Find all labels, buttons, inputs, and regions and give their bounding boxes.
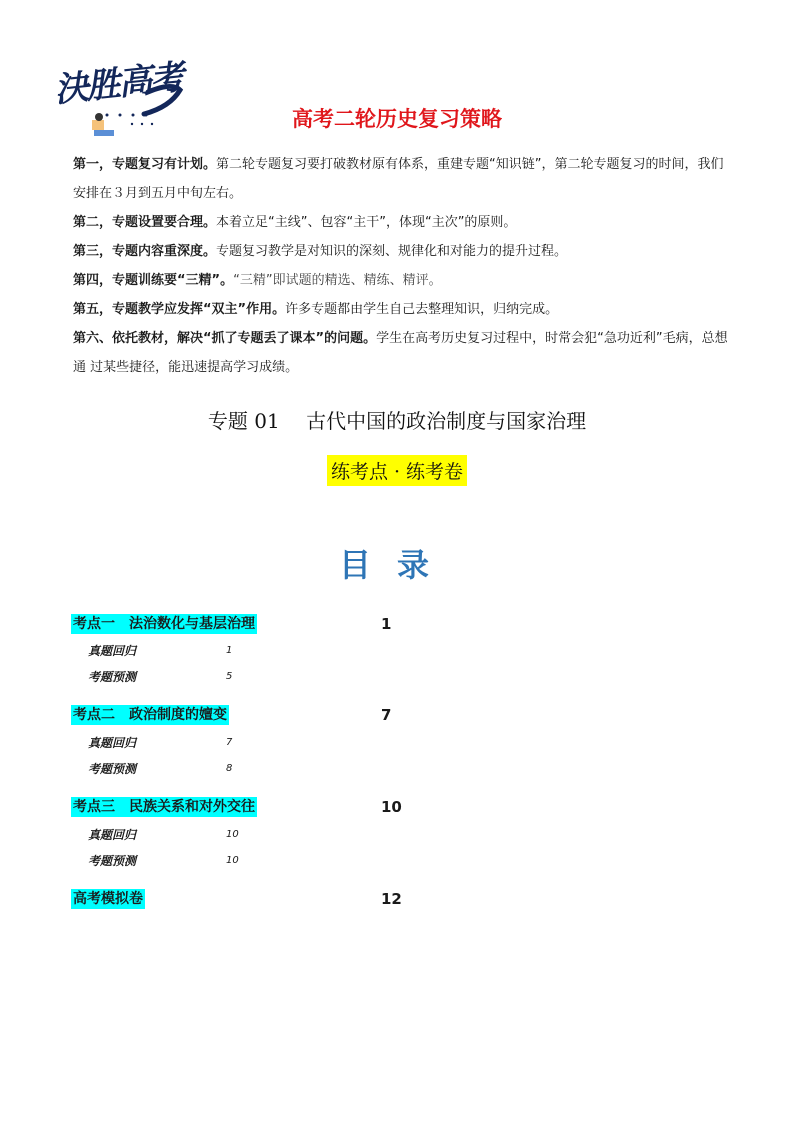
topic-title: 专题 01 古代中国的政治制度与国家治理 (207, 409, 587, 433)
toc-heading-page: 10 (381, 798, 402, 816)
logo-text: 決胜高考 (52, 57, 185, 111)
strategy-item-heading: 第五，专题教学应发挥“双主”作用。 (73, 302, 286, 317)
toc-sub-page: 7 (226, 737, 233, 748)
strategy-item-text: 许多专题都由学生自己去整理知识，归纳完成。 (285, 302, 559, 317)
strategy-item-heading: 第四，专题训练要“三精”。 (73, 273, 234, 288)
strategy-item-text: 本着立足“主线”、包容“主干”，体现“主次”的原则。 (216, 215, 517, 230)
toc-sub-page: 10 (226, 855, 239, 866)
strategy-item-heading: 第六、依托教材，解决“抓了专题丢了课本”的问题。 (73, 331, 377, 346)
toc-sub-link[interactable]: 真题回归 (88, 828, 137, 842)
toc-heading-link[interactable]: 考点二 政治制度的嬗变 (73, 707, 227, 723)
strategy-item-heading: 第一，专题复习有计划。 (73, 157, 217, 172)
strategy-item-text: “三精”即试题的精选、精练、精评。 (233, 273, 442, 288)
toc-heading-page: 12 (381, 890, 402, 908)
toc-heading-link[interactable]: 考点三 民族关系和对外交往 (73, 799, 255, 815)
toc-sub-link[interactable]: 真题回归 (88, 644, 137, 658)
toc-heading-link[interactable]: 高考模拟卷 (73, 891, 143, 907)
toc-heading-page: 7 (381, 706, 392, 724)
toc-sub-page: 5 (226, 671, 233, 682)
strategy-item-text: 第二轮专题复习要打破教材原有体系，重建专题“知识链”，第二轮专题复习的时间，我们安排在３月到五月中旬左右。 (73, 157, 724, 201)
toc-sub-link[interactable]: 考题预测 (88, 854, 137, 868)
strategy-item-text: 专题复习教学是对知识的深刻、规律化和对能力的提升过程。 (216, 244, 568, 259)
toc-sub-page: 10 (226, 829, 239, 840)
toc-sub-link[interactable]: 考题预测 (88, 670, 137, 684)
strategy-item-heading: 第二，专题设置要合理。 (73, 215, 217, 230)
page-title: 高考二轮历史复习策略 (292, 107, 502, 131)
toc-sub-link[interactable]: 真题回归 (88, 736, 137, 750)
subtitle: 练考点 · 练考卷 (327, 455, 467, 486)
toc-sub-page: 8 (226, 763, 233, 774)
toc-heading-link[interactable]: 考点一 法治数化与基层治理 (73, 616, 255, 632)
toc-sub-link[interactable]: 考题预测 (88, 762, 137, 776)
strategy-item-heading: 第三，专题内容重深度。 (73, 244, 217, 259)
toc-sub-page: 1 (226, 645, 233, 656)
strategy-item-text: 学生在高考历史复习过程中，时常会犯“急功近利”毛病，总想通 过某些捷径，能迅速提高学习成绩。 (73, 331, 728, 375)
toc-title: 目录 (338, 546, 455, 584)
toc-heading-page: 1 (381, 615, 392, 633)
